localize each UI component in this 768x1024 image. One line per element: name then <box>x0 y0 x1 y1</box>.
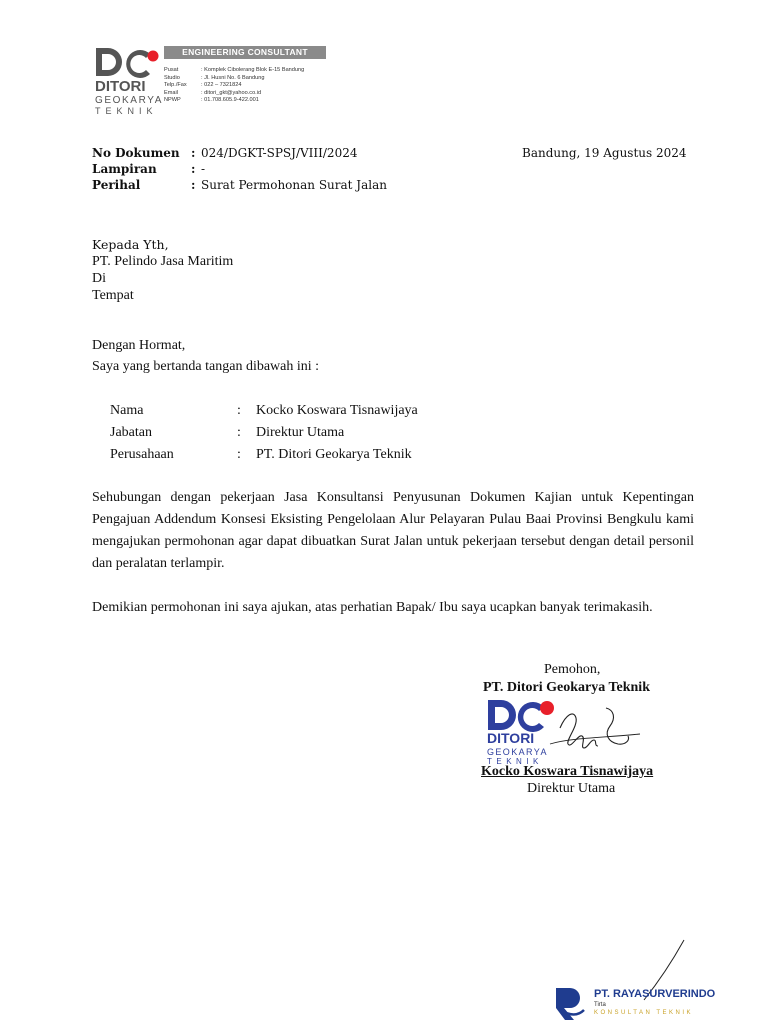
letterhead <box>94 42 330 116</box>
intro-sentence: Saya yang bertanda tangan dibawah ini : <box>92 359 320 374</box>
stamp-name-geokarya: GEOKARYA <box>487 747 548 757</box>
signatory-name: Kocko Koswara Tisnawijaya <box>481 764 654 779</box>
colon: : <box>237 447 241 462</box>
handwritten-signature <box>520 700 650 762</box>
detail-label-nama: Nama <box>110 403 144 418</box>
colon: : <box>191 178 196 192</box>
detail-value-jabatan: Direktur Utama <box>256 425 345 440</box>
detail-label-jabatan: Jabatan <box>110 425 152 440</box>
detail-value-nama: Kocko Koswara Tisnawijaya <box>256 403 418 418</box>
lampiran-label: Lampiran <box>92 162 157 176</box>
footer-company-name: PT. RAYASURVERINDO <box>594 988 716 1000</box>
colon: : <box>191 146 196 160</box>
company-logo <box>94 42 164 116</box>
address-row: Telp./Fax : 022 – 7321824 <box>164 82 242 89</box>
colon: : <box>237 403 241 418</box>
salutation: Dengan Hormat, <box>92 338 186 353</box>
lampiran-value: - <box>201 162 206 176</box>
recipient-greeting: Kepada Yth, <box>92 237 169 252</box>
no-dokumen-value: 024/DGKT-SPSJ/VIII/2024 <box>201 146 358 160</box>
detail-label-perusahaan: Perusahaan <box>110 447 174 462</box>
address-row: Pusat : Komplek Cibolerang Blok E-15 Bandung <box>164 67 305 73</box>
address-row: Studio : Jl. Husni No. 6 Bandung <box>164 74 265 81</box>
signature-company: PT. Ditori Geokarya Teknik <box>483 680 650 695</box>
perihal-label: Perihal <box>92 178 141 192</box>
colon: : <box>237 425 241 440</box>
footer-logo <box>552 980 722 1024</box>
footer-tagline-tirta: Tirta <box>594 1002 606 1008</box>
logo-name-ditori: DITORI <box>95 78 146 95</box>
address-row: Email : ditori_gkt@yahoo.co.id <box>164 89 262 96</box>
pemohon-label: Pemohon, <box>544 662 601 677</box>
logo-name-teknik: TEKNIK <box>95 106 158 116</box>
perihal-value: Surat Permohonan Surat Jalan <box>201 178 387 192</box>
detail-value-perusahaan: PT. Ditori Geokarya Teknik <box>256 447 412 462</box>
letterhead-address <box>164 67 304 105</box>
footer-tagline-konsultan: KONSULTAN TEKNIK <box>594 1010 694 1016</box>
body-paragraph-1: Sehubungan dengan pekerjaan Jasa Konsultansi Penyusunan Dokumen Kajian untuk Kepentingan Pengajuan Addendum Konsesi Eksisting Pengelolaan Alur Pelayaran Pulau Baai Provinsi Bengkulu kami mengajukan permohonan agar dapat dibuatkan Surat Jalan untuk pekerjaan tersebut dengan detail personil dan peralatan terlampir. <box>92 490 694 571</box>
recipient-company: PT. Pelindo Jasa Maritim <box>92 254 234 269</box>
rayasurverindo-logo-icon <box>552 984 586 1022</box>
signatory-title: Direktur Utama <box>527 781 616 796</box>
engineering-banner: ENGINEERING CONSULTANT <box>164 46 326 59</box>
address-row: NPWP : 01.708.605.9-422.001 <box>164 97 259 104</box>
recipient-place: Tempat <box>92 288 134 303</box>
colon: : <box>191 162 196 176</box>
stamp-name-teknik: TEKNIK <box>487 757 543 766</box>
stamp-name-ditori: DITORI <box>487 730 535 746</box>
recipient-di: Di <box>92 271 106 286</box>
logo-name-geokarya: GEOKARYA <box>95 95 164 106</box>
body-paragraph-2: Demikian permohonan ini saya ajukan, atas perhatian Bapak/ Ibu saya ucapkan banyak terimakasih. <box>92 600 653 615</box>
no-dokumen-label: No Dokumen <box>92 146 180 160</box>
place-date: Bandung, 19 Agustus 2024 <box>522 146 687 160</box>
